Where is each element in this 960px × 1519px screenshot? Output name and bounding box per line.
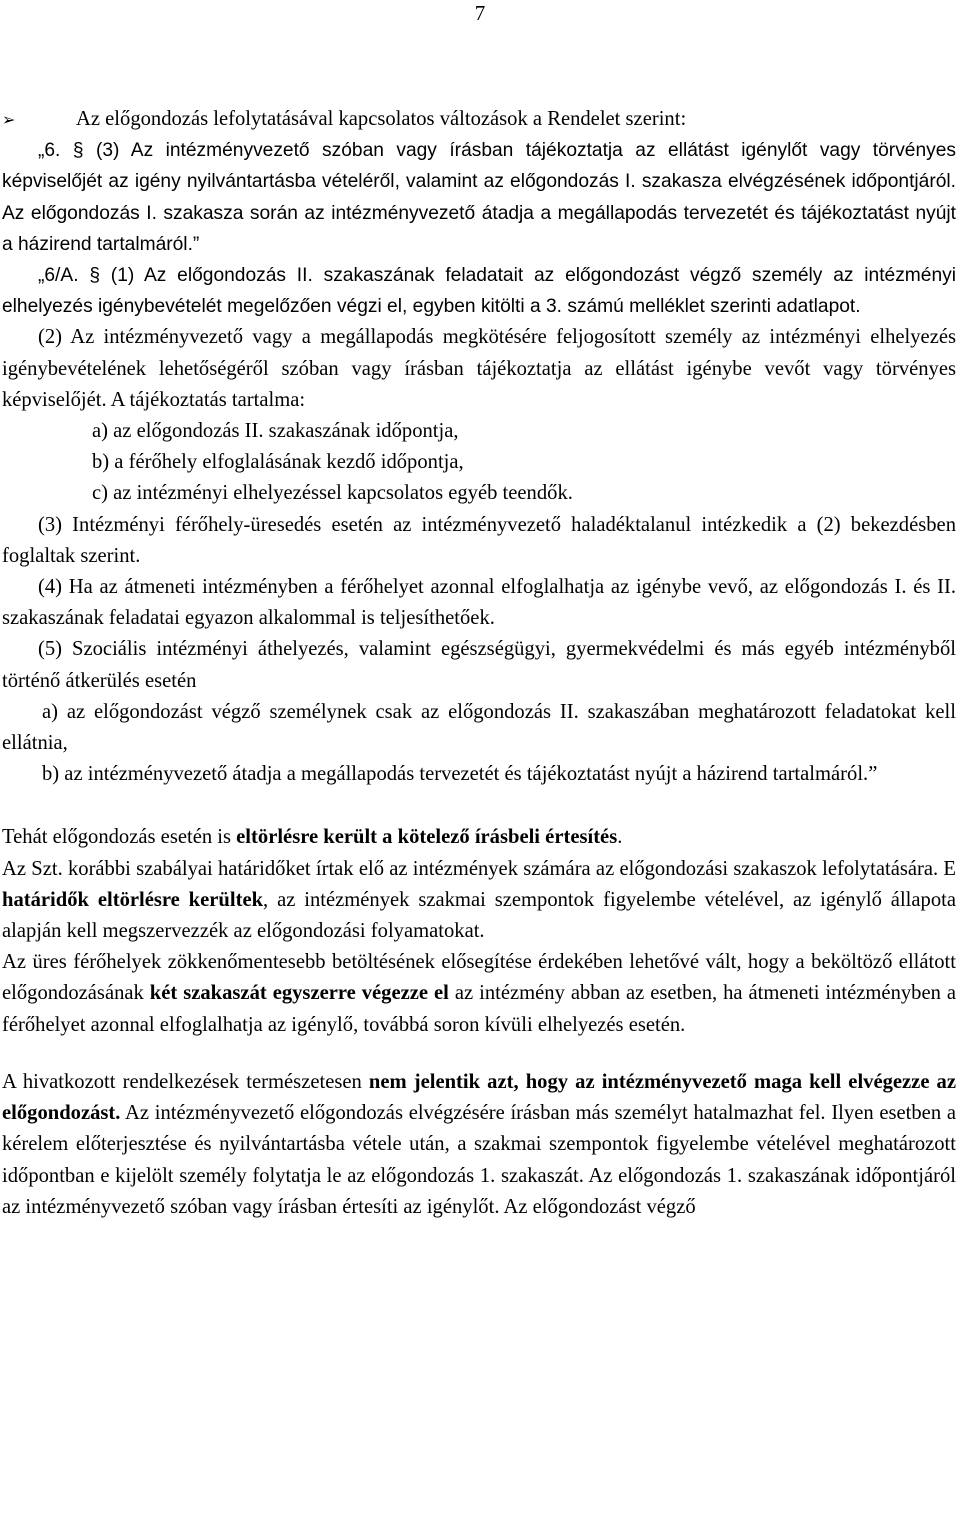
summary-paragraph-4	[2, 1067, 956, 1223]
bullet-heading	[2, 104, 956, 135]
quote-paragraph-6-3	[2, 135, 956, 260]
summary-2-emphasis: határidők eltörlésre kerültek	[2, 888, 264, 911]
list-item: a) az előgondozás II. szakaszának időpontja,	[92, 420, 459, 443]
page-number: 7	[474, 1, 486, 25]
summary-3-text: Az üres férőhelyek zökkenőmentesebb betöltésének elősegítése érdekében lehetővé vált, hogy a beköltöző ellátott előgondozásának	[2, 951, 956, 1005]
summary-2-text-end: , az intézmények szakmai szempontok figyelembe vételével, az igénylő állapota alapján kell megszervezzék az előgondozási folyamatokat.	[2, 888, 956, 943]
document-body	[2, 104, 956, 1223]
summary-4-text: A hivatkozott rendelkezések természetesen	[2, 1070, 369, 1093]
quote-paragraph-6a-1: „6/A. § (1) Az előgondozás II. szakaszának feladatait az előgondozást végző személy az intézményi elhelyezés igénybevételét megelőzően végzi el, egyben kitölti a 3. számú melléklet szerinti adatlapot.	[2, 265, 956, 318]
quote-paragraph-6a-4: (4) Ha az átmeneti intézményben a férőhelyet azonnal elfoglalhatja az igénybe vevő, az előgondozás I. és II. szakaszának feladatai egyazon alkalommal is teljesíthetőek.	[2, 576, 956, 630]
summary-1-text: Tehát előgondozás esetén is	[2, 826, 237, 849]
summary-1-text-end: .	[617, 826, 623, 849]
list-item: c) az intézményi elhelyezéssel kapcsolatos egyéb teendők.	[92, 482, 573, 505]
quote-paragraph-6a-5-a: a) az előgondozást végző személynek csak az előgondozás II. szakaszában meghatározott feladatokat kell ellátnia,	[2, 700, 956, 755]
list-item: b) a férőhely elfoglalásának kezdő időpontja,	[92, 451, 464, 474]
quote-6-3-second-part: Az előgondozás I. szakasza során az intézményvezető átadja a megállapodás tervezetét és tájékoztatást nyújt a házirend tartalmáról.”	[2, 202, 956, 255]
summary-3-text-end: az intézmény abban az esetben, ha átmeneti intézményben a férőhelyet azonnal elfoglalhatja az igénylő, továbbá soron kívüli elhelyezés esetén.	[2, 982, 957, 1036]
bullet-heading-text: Az előgondozás lefolytatásával kapcsolatos változások a Rendelet szerint:	[76, 108, 687, 130]
paragraph-spacer	[2, 790, 956, 822]
quote-6-3-first-part: „6. § (3) Az intézményvezető szóban vagy írásban tájékoztatja az ellátást igénylőt vagy törvényes képviselőjét az igény nyilvántartásba vételéről, valamint az előgondozás I. szakasza elvégzésének időpontjáról.	[2, 140, 956, 193]
summary-1-emphasis: eltörlésre került a kötelező írásbeli értesítés	[236, 826, 618, 849]
summary-paragraph-2	[2, 854, 956, 948]
quote-paragraph-6a-5: (5) Szociális intézményi áthelyezés, valamint egészségügyi, gyermekvédelmi és más egyéb intézményből történő átkerülés esetén	[2, 638, 956, 692]
quote-paragraph-6a-3: (3) Intézményi férőhely-üresedés esetén az intézményvezető haladéktalanul intézkedik a (2) bekezdésben foglaltak szerint.	[2, 513, 956, 567]
arrow-bullet-icon: ➢	[2, 110, 16, 129]
summary-2-text: Az Szt. korábbi szabályai határidőket írtak elő az intézmények számára az előgondozási szakaszok lefolytatására. E	[2, 857, 956, 880]
summary-4-emphasis: nem jelentik azt, hogy az intézményvezető maga kell elvégezze az előgondozást.	[2, 1070, 956, 1125]
summary-paragraph-1	[2, 822, 956, 853]
quote-paragraph-6a-5-b: b) az intézményvezető átadja a megállapodás tervezetét és tájékoztatást nyújt a házirend tartalmáról.”	[42, 763, 878, 786]
quote-paragraph-6a-2: (2) Az intézményvezető vagy a megállapodás megkötésére feljogosított személy az intézményi elhelyezés igénybevételének lehetőségéről szóban vagy írásban tájékoztatja az ellátást igénybe vevőt vagy törvényes képviselőjét. A tájékoztatás tartalma:	[2, 326, 956, 411]
summary-paragraph-3	[2, 947, 956, 1041]
summary-4-text-end: Az intézményvezető előgondozás elvégzésére írásban más személyt hatalmazhat fel. Ilyen esetben a kérelem előterjesztése és nyilvántartásba vétele után, a szakmai szempontok figyelembe vételével meghatározott időpontban e kijelölt személy folytatja le az előgondozás 1. szakaszát. Az előgondozás 1. szakaszának időpontjáról az intézményvezető szóban vagy írásban értesíti az igénylőt. Az előgondozást végző	[2, 1102, 956, 1218]
summary-3-emphasis: két szakaszát egyszerre végezze el	[149, 982, 449, 1005]
paragraph-spacer	[2, 1041, 956, 1067]
